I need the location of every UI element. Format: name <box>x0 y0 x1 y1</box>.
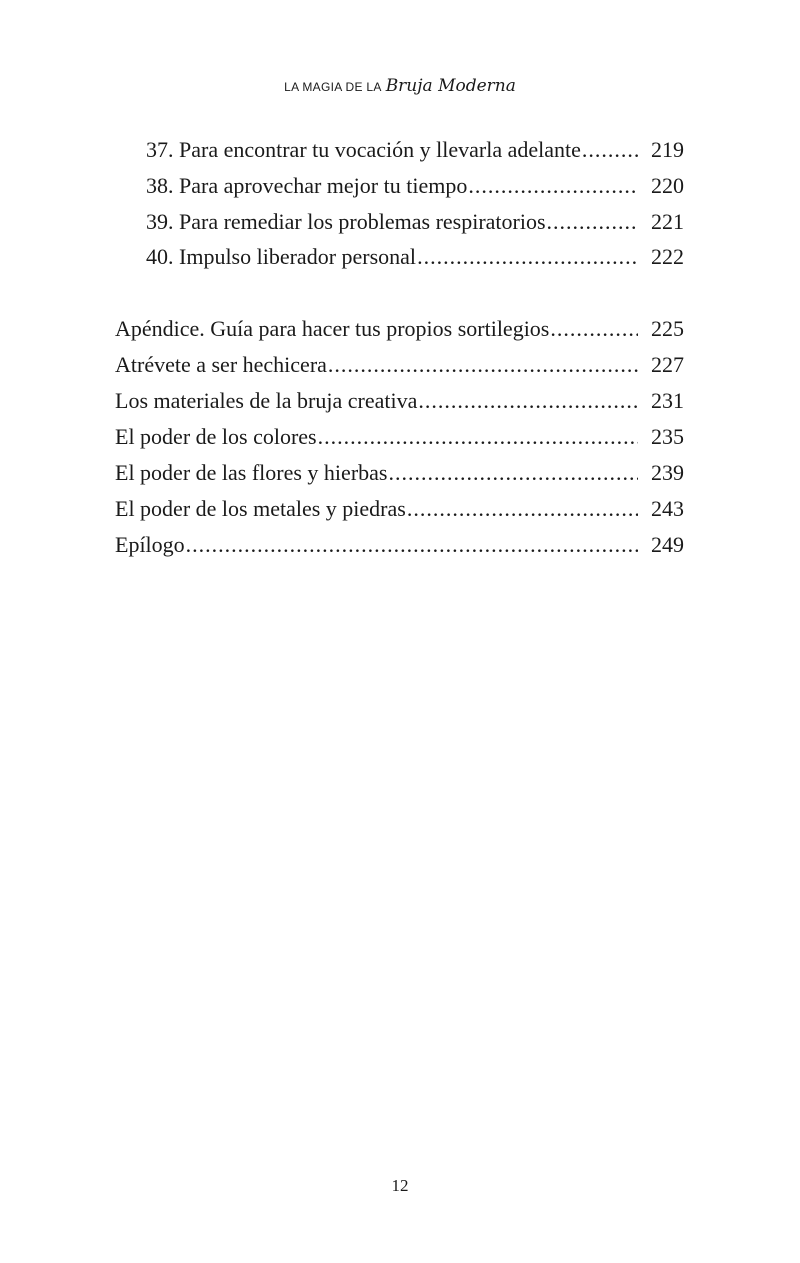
toc-entry-title: 38. Para aprovechar mejor tu tiempo <box>146 173 468 198</box>
toc-entry-epilogo[interactable] <box>115 530 684 560</box>
toc-entry-colores[interactable] <box>115 422 684 452</box>
toc-leader-dots <box>186 530 638 560</box>
toc-leader-dots <box>388 458 638 488</box>
toc-entry-spell-40[interactable] <box>146 242 684 272</box>
toc-entry-page: 231 <box>651 388 684 413</box>
toc-entry-spell-37[interactable] <box>146 135 684 165</box>
toc-entry-spell-38[interactable] <box>146 171 684 201</box>
toc-entry-title: 37. Para encontrar tu vocación y llevarla adelante <box>146 137 581 162</box>
toc-entry-title: El poder de los colores <box>115 424 317 449</box>
toc-entry-page: 227 <box>651 352 684 377</box>
toc-leader-dots <box>417 242 638 272</box>
toc-entry-page: 243 <box>651 496 684 521</box>
running-header-prefix: LA MAGIA DE LA <box>284 80 382 94</box>
toc-leader-dots <box>582 135 638 165</box>
toc-entry-title: Atrévete a ser hechicera <box>115 352 327 377</box>
toc-leader-dots <box>468 171 638 201</box>
running-header-title: Bruja Moderna <box>385 76 516 96</box>
toc-entry-spell-39[interactable] <box>146 207 684 237</box>
page-number: 12 <box>391 1176 409 1195</box>
toc-entry-title: El poder de los metales y piedras <box>115 496 406 521</box>
toc-entry-title: 40. Impulso liberador personal <box>146 244 417 269</box>
toc-leader-dots <box>318 422 638 452</box>
toc-entry-flores[interactable] <box>115 458 684 488</box>
toc-entry-materiales[interactable] <box>115 386 684 416</box>
toc-leader-dots <box>418 386 638 416</box>
toc-entry-page: 235 <box>651 424 684 449</box>
toc-entry-title: Epílogo <box>115 532 185 557</box>
toc-entry-title: Los materiales de la bruja creativa <box>115 388 418 413</box>
toc-entry-metales[interactable] <box>115 494 684 524</box>
toc-entry-page: 221 <box>651 209 684 234</box>
toc-entry-atrevete[interactable] <box>115 350 684 380</box>
toc-entry-page: 220 <box>651 173 684 198</box>
toc-entry-page: 222 <box>651 244 684 269</box>
toc-leader-dots <box>328 350 638 380</box>
toc-leader-dots <box>407 494 638 524</box>
toc-entry-title: Apéndice. Guía para hacer tus propios sortilegios <box>115 316 550 341</box>
toc-entry-page: 225 <box>651 316 684 341</box>
toc-entry-page: 219 <box>651 137 684 162</box>
toc-entry-page: 239 <box>651 460 684 485</box>
toc-entry-title: 39. Para remediar los problemas respiratorios <box>146 209 546 234</box>
toc-entry-page: 249 <box>651 532 684 557</box>
toc-leader-dots <box>547 207 638 237</box>
toc-entry-apendice[interactable] <box>115 314 684 344</box>
toc-entry-title: El poder de las flores y hierbas <box>115 460 388 485</box>
toc-leader-dots <box>550 314 638 344</box>
